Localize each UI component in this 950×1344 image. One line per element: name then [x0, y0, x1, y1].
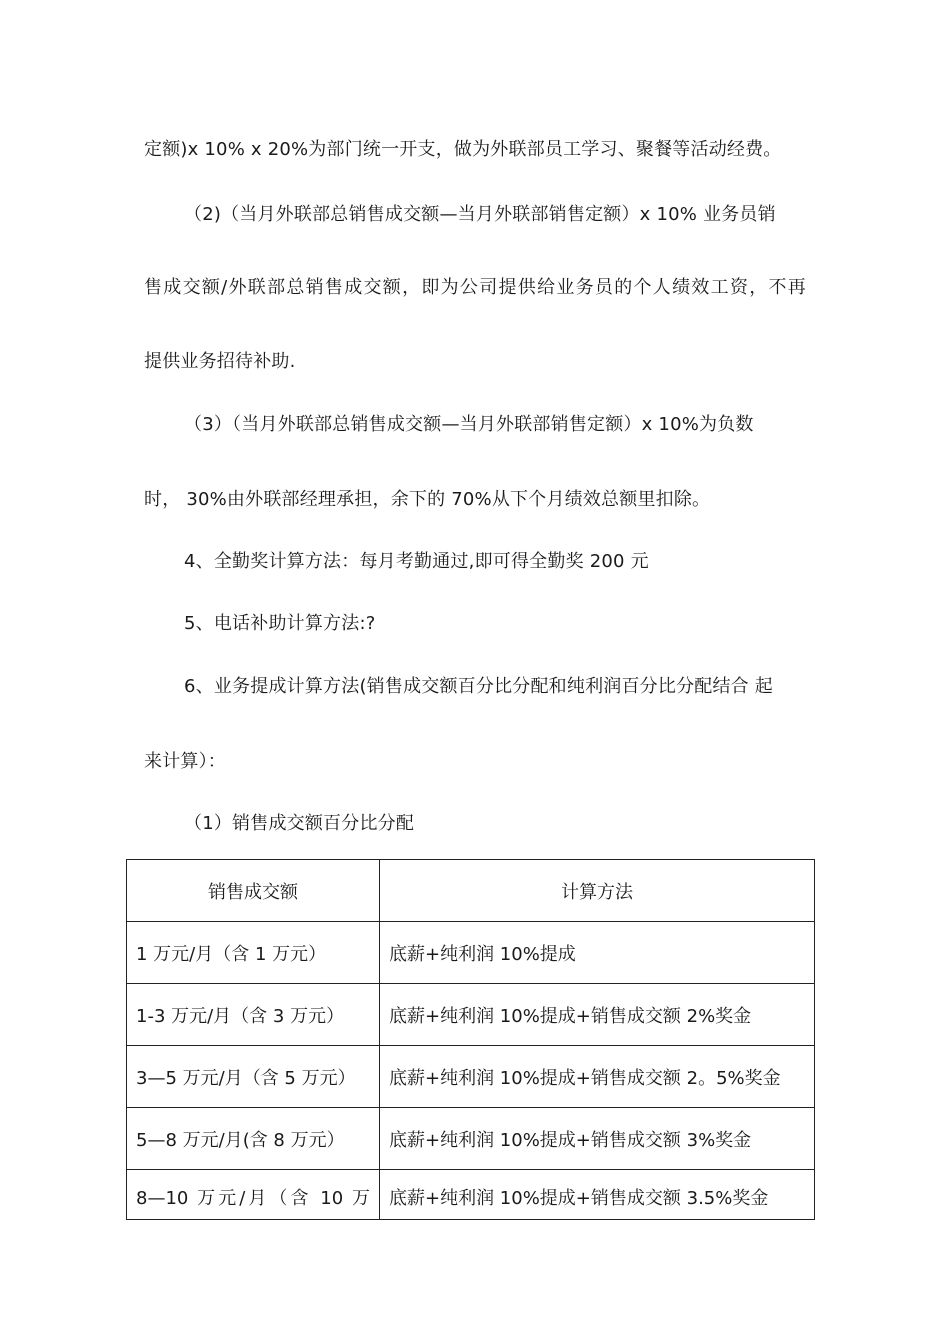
- table-cell-sales: 1-3 万元/月（含 3 万元）: [127, 984, 380, 1046]
- table-cell-method: 底薪+纯利润 10%提成: [380, 922, 815, 984]
- paragraph-activity-fund: 定额)x 10% x 20%为部门统一开支，做为外联部员工学习、聚餐等活动经费。: [144, 139, 782, 160]
- item-6-line-2: 来计算）：: [144, 751, 226, 772]
- table-header-sales: 销售成交额: [127, 860, 380, 922]
- item-6-line-1: 6、业务提成计算方法(销售成交额百分比分配和纯利润百分比分配结合 起: [184, 676, 773, 697]
- table-row: [127, 984, 815, 1046]
- item-4-attendance-bonus: 4、全勤奖计算方法：每月考勤通过,即可得全勤奖 200 元: [184, 551, 649, 572]
- table-cell-sales: 1 万元/月（含 1 万元）: [127, 922, 380, 984]
- table-cell-sales: 3—5 万元/月（含 5 万元）: [127, 1046, 380, 1108]
- table-row: [127, 1170, 815, 1220]
- paragraph-2-line-2: 售成交额/外联部总销售成交额，即为公司提供给业务员的个人绩效工资，不再: [144, 277, 806, 298]
- table-cell-sales: 8—10 万元/月（含 10 万: [127, 1170, 380, 1220]
- table-row: [127, 1046, 815, 1108]
- paragraph-3-line-1: （3）（当月外联部总销售成交额—当月外联部销售定额）x 10%为负数: [184, 414, 754, 435]
- table-header-method: 计算方法: [380, 860, 815, 922]
- commission-table: [126, 859, 815, 1220]
- sub-heading-sales-percentage: （1）销售成交额百分比分配: [184, 813, 415, 834]
- table-cell-method: 底薪+纯利润 10%提成+销售成交额 2。5%奖金: [380, 1046, 815, 1108]
- table-cell-sales: 5—8 万元/月(含 8 万元）: [127, 1108, 380, 1170]
- table-cell-method: 底薪+纯利润 10%提成+销售成交额 3%奖金: [380, 1108, 815, 1170]
- table-cell-method: 底薪+纯利润 10%提成+销售成交额 2%奖金: [380, 984, 815, 1046]
- paragraph-3-line-2: 时， 30%由外联部经理承担，余下的 70%从下个月绩效总额里扣除。: [144, 489, 711, 510]
- table-header-row: [127, 860, 815, 922]
- table-row: [127, 1108, 815, 1170]
- table-row: [127, 922, 815, 984]
- table-cell-method: 底薪+纯利润 10%提成+销售成交额 3.5%奖金: [380, 1170, 815, 1220]
- paragraph-2-line-3: 提供业务招待补助.: [144, 351, 296, 372]
- item-5-phone-allowance: 5、电话补助计算方法:?: [184, 613, 376, 634]
- paragraph-2-line-1: （2)（当月外联部总销售成交额—当月外联部销售定额）x 10% 业务员销: [184, 204, 776, 225]
